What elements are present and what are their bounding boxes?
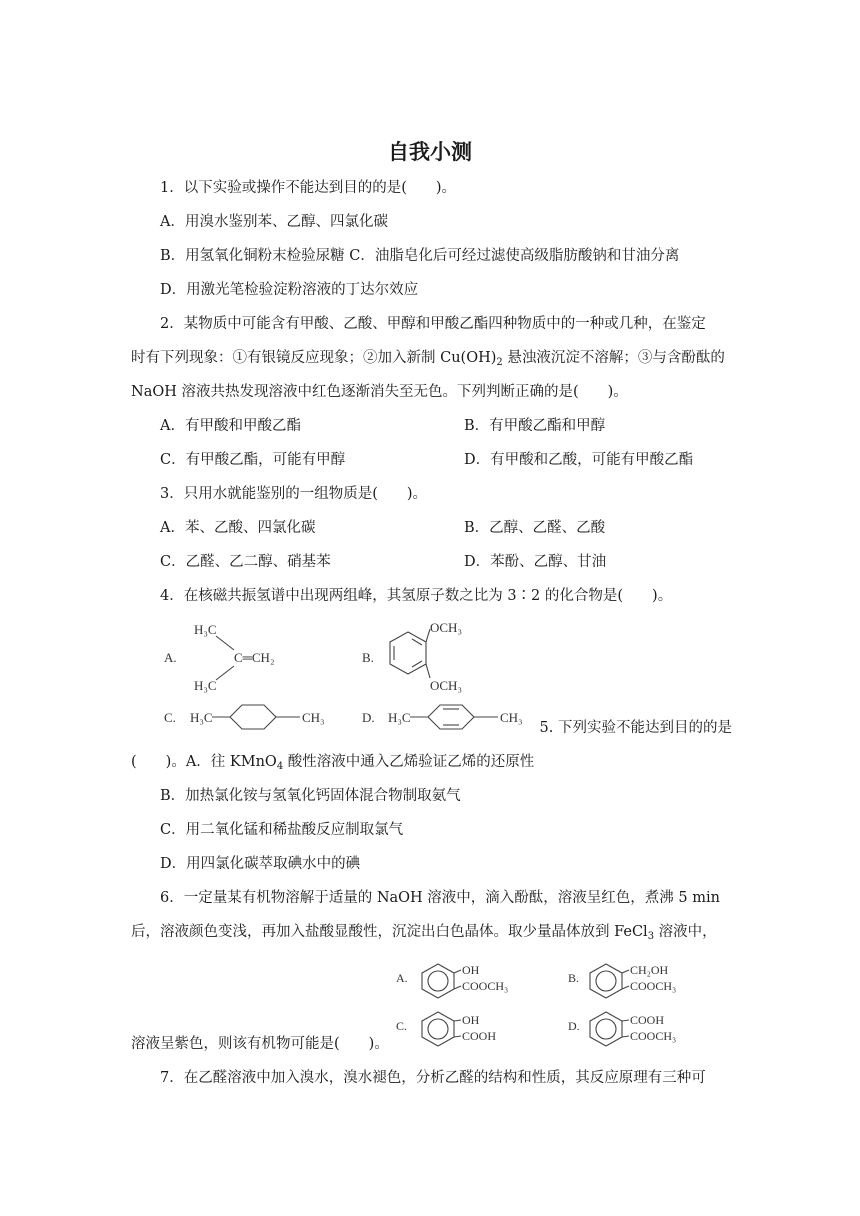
q1-stem: 1．以下实验或操作不能达到目的的是( )。 bbox=[160, 180, 457, 196]
q6-a-top-group: OH bbox=[462, 963, 480, 977]
q6-d-benzene-ring bbox=[590, 1012, 622, 1046]
q6-b-benzene-ring bbox=[590, 964, 622, 998]
q4-b-bond-upper bbox=[426, 629, 430, 642]
q2-stem-line2: 时有下列现象：①有银镜反应现象；②加入新制 $Cu(OH)_2$ 悬浊液沉淀不溶解；③与含酚酞的 bbox=[131, 350, 725, 368]
q4-a-bottom-group: H₃C bbox=[194, 678, 217, 693]
q4-d-label: D. bbox=[362, 710, 375, 725]
q6-d-top-group: COOH bbox=[630, 1013, 665, 1027]
q6-b-top-group: CH₂OH bbox=[630, 963, 669, 977]
q4-c-cyclohexane-ring bbox=[230, 705, 276, 729]
q4-a-bond-upper bbox=[216, 636, 234, 650]
q4-b-bottom-group: OCH₃ bbox=[430, 678, 462, 693]
q2-option-b: B．有甲酸乙酯和甲醇 bbox=[464, 418, 606, 434]
page-title: 自我小测 bbox=[388, 140, 472, 164]
q4-b-bond-lower bbox=[426, 664, 430, 678]
q4-b-benzene-ring bbox=[390, 632, 426, 674]
q6-a-aromatic-circle bbox=[428, 971, 448, 991]
q4-d-left-group: H₃C bbox=[388, 710, 411, 725]
q6-c-benzene-ring bbox=[422, 1012, 454, 1046]
q5-stem: 5. 下列实验不能达到目的的是 bbox=[539, 720, 732, 736]
q6-d-aromatic-circle bbox=[596, 1019, 616, 1039]
q6-a-bottom-group: COOCH₃ bbox=[462, 979, 509, 993]
q3-stem: 3．只用水就能鉴别的一组物质是( )。 bbox=[160, 486, 428, 502]
q4-a-top-group: H₃C bbox=[194, 622, 217, 637]
q6-c-bottom-group: COOH bbox=[462, 1029, 497, 1043]
q1-option-a: A．用溴水鉴别苯、乙醇、四氯化碳 bbox=[160, 214, 388, 230]
q2-stem-line1: 2．某物质中可能含有甲酸、乙酸、甲醇和甲酸乙酯四种物质中的一种或几种，在鉴定 bbox=[160, 316, 706, 332]
q6-b-bottom-group: COOCH₃ bbox=[630, 979, 677, 993]
q4-a-bond-lower bbox=[216, 666, 234, 680]
q6-a-benzene-ring bbox=[422, 964, 454, 998]
q4-a-mid-group: C═CH₂ bbox=[234, 650, 275, 665]
q4-a-label: A. bbox=[164, 650, 177, 665]
q2-option-d: D．有甲酸和乙酸，可能有甲酸乙酯 bbox=[464, 452, 694, 468]
q5-option-d: D．用四氯化碳萃取碘水中的碘 bbox=[160, 856, 361, 872]
q6-stem-line1: 6．一定量某有机物溶解于适量的 NaOH 溶液中，滴入酚酞，溶液呈红色，煮沸 5 min bbox=[160, 890, 720, 906]
q3-option-a: A．苯、乙酸、四氯化碳 bbox=[160, 520, 316, 536]
q4-c-label: C. bbox=[164, 710, 176, 725]
q6-d-bottom-group: COOCH₃ bbox=[630, 1029, 677, 1043]
q4-b-ring-double-bond-2 bbox=[412, 661, 422, 667]
q2-stem-line3: NaOH 溶液共热发现溶液中红色逐渐消失至无色。下列判断正确的是( )。 bbox=[131, 384, 628, 400]
q6-c-top-group: OH bbox=[462, 1013, 480, 1027]
q4-c-left-group: H₃C bbox=[190, 710, 213, 725]
q4-stem: 4．在核磁共振氢谱中出现两组峰，其氢原子数之比为 3∶2 的化合物是( )。 bbox=[160, 588, 673, 604]
q5-option-b: B．加热氯化铵与氢氧化钙固体混合物制取氨气 bbox=[160, 788, 461, 804]
q5-stem-line2-option-a: ( )。A．往 KMnO$_4$ 酸性溶液中通入乙烯验证乙烯的还原性 bbox=[131, 754, 535, 772]
q7-stem-line1: 7．在乙醛溶液中加入溴水，溴水褪色，分析乙醛的结构和性质，其反应原理有三种可 bbox=[160, 1070, 706, 1086]
q3-option-b: B．乙醇、乙醛、乙酸 bbox=[464, 520, 606, 536]
q3-option-d: D．苯酚、乙醇、甘油 bbox=[464, 554, 607, 570]
q4-b-ring-double-bond-1 bbox=[412, 639, 422, 645]
q5-option-c: C．用二氧化锰和稀盐酸反应制取氯气 bbox=[160, 822, 404, 838]
q2-option-c: C．有甲酸乙酯，可能有甲醇 bbox=[160, 452, 346, 468]
q1-option-d: D．用激光笔检验淀粉溶液的丁达尔效应 bbox=[160, 282, 419, 298]
q4-b-label: B. bbox=[362, 650, 374, 665]
q6-c-label: C. bbox=[396, 1019, 408, 1033]
q4-b-top-group: OCH₃ bbox=[430, 620, 462, 635]
q4-c-right-group: CH₃ bbox=[302, 710, 325, 725]
q2-option-a: A．有甲酸和甲酸乙酯 bbox=[160, 418, 301, 434]
q6-structures-figure bbox=[392, 954, 722, 1050]
q6-b-label: B. bbox=[568, 971, 580, 985]
q1-option-b-c: B．用氢氧化铜粉末检验尿糖 C．油脂皂化后可经过滤使高级脂肪酸钠和甘油分离 bbox=[160, 248, 680, 264]
q6-a-label: A. bbox=[396, 971, 408, 985]
q6-c-aromatic-circle bbox=[428, 1019, 448, 1039]
q4-d-right-group: CH₃ bbox=[500, 710, 523, 725]
q3-option-c: C．乙醛、乙二醇、硝基苯 bbox=[160, 554, 331, 570]
q6-stem-line2: 后，溶液颜色变浅，再加入盐酸显酸性，沉淀出白色晶体。取少量晶体放到 FeCl$_3$ 溶液中， bbox=[131, 924, 717, 942]
q6-stem-line3: 溶液呈紫色，则该有机物可能是( )。 bbox=[131, 1036, 389, 1052]
q6-d-label: D. bbox=[568, 1019, 580, 1033]
q4-structures-figure bbox=[150, 612, 540, 736]
q6-b-aromatic-circle bbox=[596, 971, 616, 991]
